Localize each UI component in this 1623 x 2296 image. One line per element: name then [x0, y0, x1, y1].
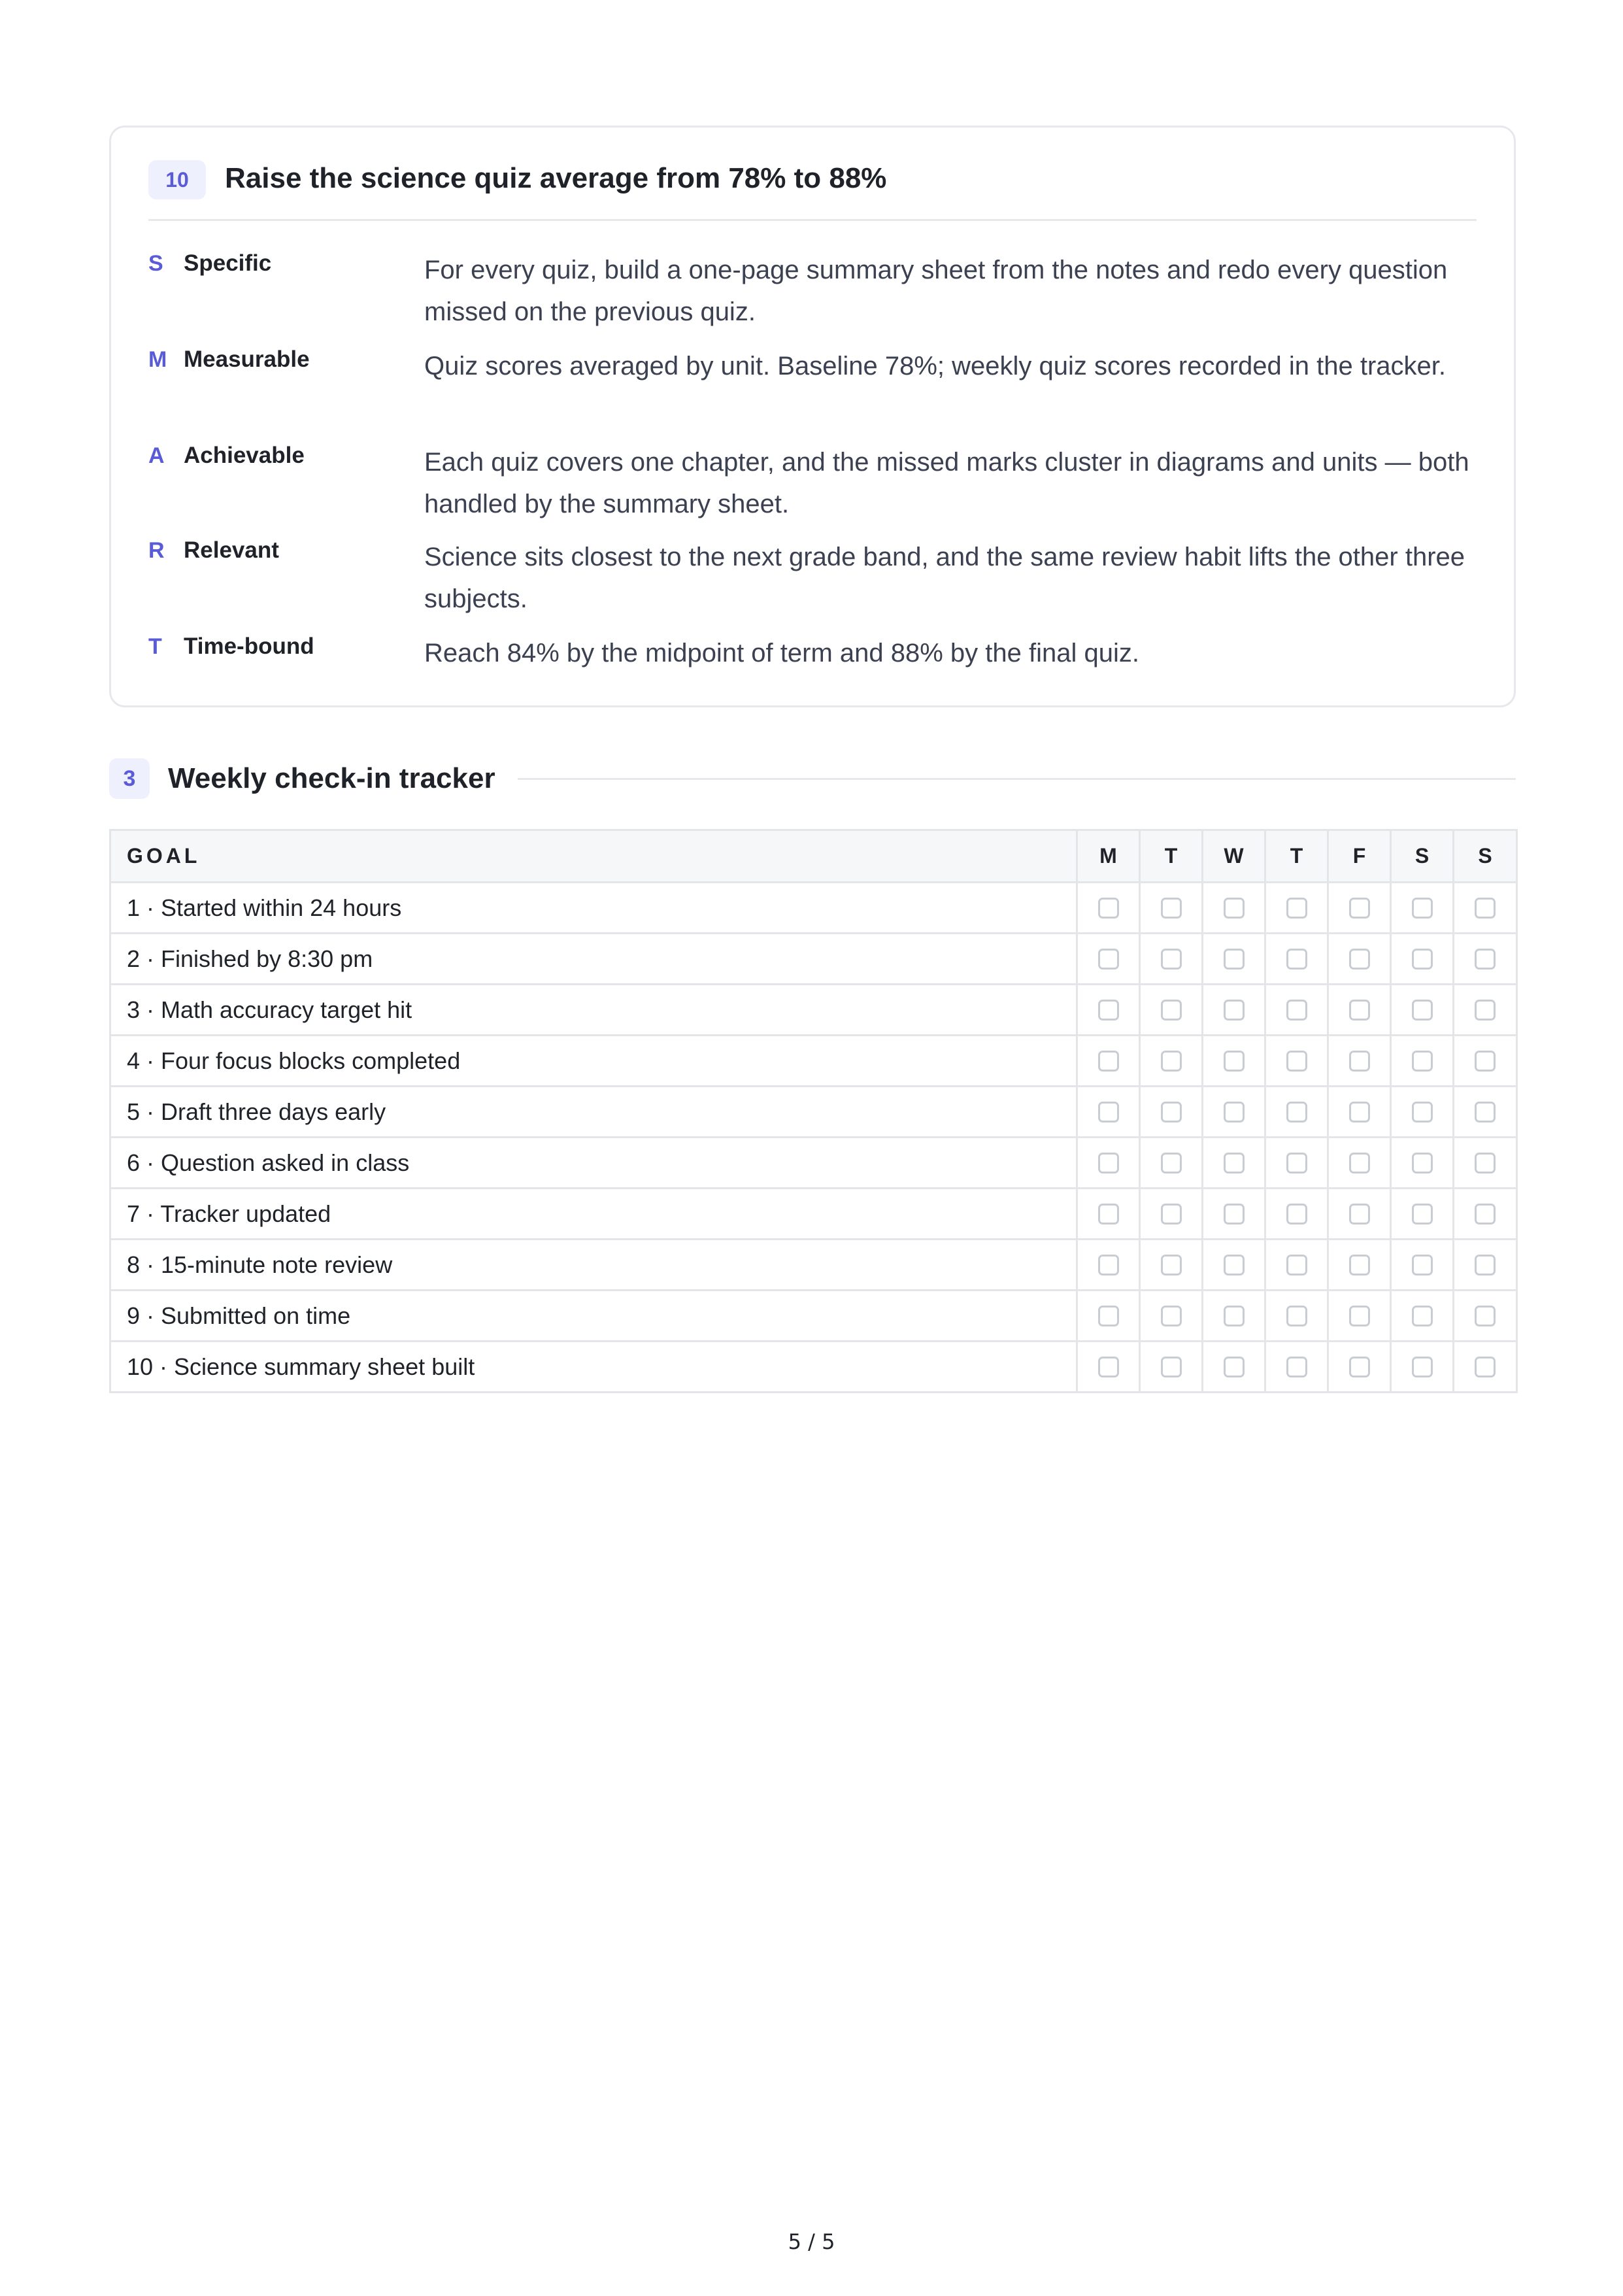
day-checkbox[interactable] — [1224, 949, 1245, 970]
check-cell — [1391, 985, 1454, 1036]
goal-card — [109, 126, 1516, 707]
day-header-fri: F — [1328, 830, 1391, 883]
check-cell — [1265, 1342, 1328, 1393]
goal-row-label: 6 · Question asked in class — [110, 1138, 1077, 1189]
day-checkbox[interactable] — [1475, 949, 1496, 970]
smart-name: Specific — [184, 250, 272, 276]
check-cell — [1454, 934, 1517, 985]
day-checkbox[interactable] — [1161, 1000, 1182, 1021]
day-checkbox[interactable] — [1412, 1051, 1433, 1072]
day-checkbox[interactable] — [1161, 1204, 1182, 1224]
check-cell — [1203, 1291, 1265, 1342]
goal-row-label: 9 · Submitted on time — [110, 1291, 1077, 1342]
table-row — [110, 1138, 1517, 1189]
day-checkbox[interactable] — [1475, 1102, 1496, 1123]
smart-description: Reach 84% by the midpoint of term and 88% by the final quiz. — [424, 639, 1139, 667]
check-cell — [1265, 1087, 1328, 1138]
check-cell — [1140, 934, 1203, 985]
day-header-tue: T — [1140, 830, 1203, 883]
check-cell — [1391, 1240, 1454, 1291]
day-checkbox[interactable] — [1098, 1000, 1119, 1021]
check-cell — [1140, 985, 1203, 1036]
check-cell — [1203, 1138, 1265, 1189]
check-cell — [1454, 1036, 1517, 1087]
check-cell — [1265, 1189, 1328, 1240]
day-checkbox[interactable] — [1412, 1153, 1433, 1173]
day-checkbox[interactable] — [1349, 1255, 1370, 1275]
check-cell — [1328, 1189, 1391, 1240]
day-checkbox[interactable] — [1224, 898, 1245, 919]
check-cell — [1265, 1036, 1328, 1087]
check-cell — [1265, 1240, 1328, 1291]
check-cell — [1391, 1189, 1454, 1240]
check-cell — [1265, 1138, 1328, 1189]
day-checkbox[interactable] — [1412, 898, 1433, 919]
check-cell — [1077, 883, 1140, 934]
check-cell — [1328, 1036, 1391, 1087]
check-cell — [1328, 985, 1391, 1036]
smart-description: For every quiz, build a one-page summary sheet from the notes and redo every question missed on the previous quiz. — [424, 256, 1448, 326]
check-cell — [1203, 1036, 1265, 1087]
smart-letter: S — [148, 251, 163, 276]
day-checkbox[interactable] — [1224, 1255, 1245, 1275]
check-cell — [1077, 1240, 1140, 1291]
day-checkbox[interactable] — [1286, 1255, 1307, 1275]
day-checkbox[interactable] — [1098, 1357, 1119, 1377]
smart-letter: M — [148, 347, 167, 372]
check-cell — [1391, 1087, 1454, 1138]
table-row — [110, 883, 1517, 934]
table-row — [110, 1240, 1517, 1291]
goal-number-badge: 10 — [148, 160, 206, 199]
section-title: Weekly check-in tracker — [168, 762, 495, 794]
day-checkbox[interactable] — [1475, 1000, 1496, 1021]
goal-row-label: 10 · Science summary sheet built — [110, 1342, 1077, 1393]
check-cell — [1328, 1138, 1391, 1189]
check-cell — [1077, 1138, 1140, 1189]
table-row — [110, 1291, 1517, 1342]
smart-name: Achievable — [184, 443, 305, 468]
check-cell — [1203, 1087, 1265, 1138]
day-checkbox[interactable] — [1412, 1357, 1433, 1377]
day-checkbox[interactable] — [1349, 1153, 1370, 1173]
day-checkbox[interactable] — [1161, 1153, 1182, 1173]
check-cell — [1454, 1087, 1517, 1138]
day-checkbox[interactable] — [1349, 1357, 1370, 1377]
day-checkbox[interactable] — [1224, 1204, 1245, 1224]
day-checkbox[interactable] — [1349, 1204, 1370, 1224]
check-cell — [1203, 883, 1265, 934]
day-checkbox[interactable] — [1098, 1153, 1119, 1173]
day-checkbox[interactable] — [1224, 1306, 1245, 1326]
day-checkbox[interactable] — [1412, 1255, 1433, 1275]
check-cell — [1454, 1138, 1517, 1189]
check-cell — [1077, 1291, 1140, 1342]
check-cell — [1454, 1240, 1517, 1291]
smart-description: Each quiz covers one chapter, and the missed marks cluster in diagrams and units — both handled by the summary sheet. — [424, 448, 1469, 518]
check-cell — [1391, 1036, 1454, 1087]
day-checkbox[interactable] — [1349, 1000, 1370, 1021]
day-checkbox[interactable] — [1286, 1306, 1307, 1326]
smart-description: Science sits closest to the next grade band, and the same review habit lifts the other three subjects. — [424, 543, 1465, 613]
check-cell — [1454, 883, 1517, 934]
smart-letter: A — [148, 443, 165, 468]
day-checkbox[interactable] — [1349, 1102, 1370, 1123]
goal-row-label: 2 · Finished by 8:30 pm — [110, 934, 1077, 985]
check-cell — [1328, 1240, 1391, 1291]
day-header-sun: S — [1454, 830, 1517, 883]
day-checkbox[interactable] — [1161, 1255, 1182, 1275]
day-checkbox[interactable] — [1098, 1102, 1119, 1123]
weekly-tracker-table — [109, 829, 1518, 1393]
page-number: 5 / 5 — [788, 2229, 835, 2254]
check-cell — [1328, 883, 1391, 934]
day-checkbox[interactable] — [1224, 1153, 1245, 1173]
goal-row-label: 5 · Draft three days early — [110, 1087, 1077, 1138]
table-row — [110, 1342, 1517, 1393]
day-header-wed: W — [1203, 830, 1265, 883]
goal-row-label: 1 · Started within 24 hours — [110, 883, 1077, 934]
day-checkbox[interactable] — [1286, 949, 1307, 970]
day-checkbox[interactable] — [1286, 1051, 1307, 1072]
day-checkbox[interactable] — [1412, 1102, 1433, 1123]
day-checkbox[interactable] — [1098, 949, 1119, 970]
day-checkbox[interactable] — [1475, 898, 1496, 919]
check-cell — [1077, 1189, 1140, 1240]
day-checkbox[interactable] — [1098, 898, 1119, 919]
check-cell — [1328, 1291, 1391, 1342]
check-cell — [1391, 1291, 1454, 1342]
day-checkbox[interactable] — [1098, 1306, 1119, 1326]
table-row — [110, 1189, 1517, 1240]
day-checkbox[interactable] — [1224, 1051, 1245, 1072]
goal-row-label: 4 · Four focus blocks completed — [110, 1036, 1077, 1087]
day-checkbox[interactable] — [1161, 1051, 1182, 1072]
day-checkbox[interactable] — [1161, 1357, 1182, 1377]
check-cell — [1203, 1189, 1265, 1240]
smart-name: Measurable — [184, 346, 310, 372]
check-cell — [1265, 934, 1328, 985]
check-cell — [1328, 1087, 1391, 1138]
check-cell — [1454, 1291, 1517, 1342]
smart-letter: T — [148, 634, 162, 659]
goal-row-label: 3 · Math accuracy target hit — [110, 985, 1077, 1036]
goal-column-header: GOAL — [110, 830, 1077, 883]
check-cell — [1140, 1342, 1203, 1393]
check-cell — [1328, 1342, 1391, 1393]
day-checkbox[interactable] — [1286, 1204, 1307, 1224]
day-checkbox[interactable] — [1098, 1204, 1119, 1224]
table-row — [110, 934, 1517, 985]
check-cell — [1265, 1291, 1328, 1342]
smart-name: Time-bound — [184, 633, 314, 659]
check-cell — [1203, 1342, 1265, 1393]
day-checkbox[interactable] — [1412, 1204, 1433, 1224]
day-checkbox[interactable] — [1349, 898, 1370, 919]
day-checkbox[interactable] — [1475, 1357, 1496, 1377]
section-number-badge: 3 — [109, 758, 150, 799]
day-checkbox[interactable] — [1161, 1102, 1182, 1123]
day-checkbox[interactable] — [1475, 1204, 1496, 1224]
check-cell — [1140, 1189, 1203, 1240]
day-header-sat: S — [1391, 830, 1454, 883]
check-cell — [1454, 1342, 1517, 1393]
day-checkbox[interactable] — [1161, 1306, 1182, 1326]
check-cell — [1077, 934, 1140, 985]
day-checkbox[interactable] — [1224, 1357, 1245, 1377]
day-checkbox[interactable] — [1286, 1000, 1307, 1021]
check-cell — [1203, 1240, 1265, 1291]
day-checkbox[interactable] — [1161, 898, 1182, 919]
day-checkbox[interactable] — [1286, 1102, 1307, 1123]
check-cell — [1077, 1036, 1140, 1087]
check-cell — [1140, 1036, 1203, 1087]
check-cell — [1391, 1342, 1454, 1393]
smart-description: Quiz scores averaged by unit. Baseline 78%; weekly quiz scores recorded in the tracker. — [424, 352, 1447, 380]
day-checkbox[interactable] — [1475, 1051, 1496, 1072]
day-checkbox[interactable] — [1098, 1051, 1119, 1072]
check-cell — [1391, 934, 1454, 985]
check-cell — [1203, 934, 1265, 985]
table-row — [110, 1087, 1517, 1138]
check-cell — [1265, 883, 1328, 934]
smart-name: Relevant — [184, 537, 279, 563]
day-header-mon: M — [1077, 830, 1140, 883]
day-checkbox[interactable] — [1349, 1051, 1370, 1072]
table-row — [110, 1036, 1517, 1087]
check-cell — [1140, 1240, 1203, 1291]
day-checkbox[interactable] — [1349, 949, 1370, 970]
day-checkbox[interactable] — [1098, 1255, 1119, 1275]
check-cell — [1454, 1189, 1517, 1240]
day-checkbox[interactable] — [1224, 1000, 1245, 1021]
section-heading — [109, 758, 1516, 799]
tracker-header-row — [110, 830, 1517, 883]
day-header-thu: T — [1265, 830, 1328, 883]
table-row — [110, 985, 1517, 1036]
check-cell — [1077, 985, 1140, 1036]
check-cell — [1140, 883, 1203, 934]
check-cell — [1454, 985, 1517, 1036]
check-cell — [1328, 934, 1391, 985]
day-checkbox[interactable] — [1286, 1357, 1307, 1377]
day-checkbox[interactable] — [1286, 1153, 1307, 1173]
check-cell — [1391, 883, 1454, 934]
check-cell — [1265, 985, 1328, 1036]
check-cell — [1140, 1291, 1203, 1342]
day-checkbox[interactable] — [1224, 1102, 1245, 1123]
section-divider — [518, 778, 1516, 780]
goal-title: Raise the science quiz average from 78% to 88% — [225, 162, 887, 194]
check-cell — [1077, 1087, 1140, 1138]
day-checkbox[interactable] — [1412, 1306, 1433, 1326]
day-checkbox[interactable] — [1412, 949, 1433, 970]
day-checkbox[interactable] — [1161, 949, 1182, 970]
check-cell — [1203, 985, 1265, 1036]
day-checkbox[interactable] — [1412, 1000, 1433, 1021]
goal-row-label: 7 · Tracker updated — [110, 1189, 1077, 1240]
day-checkbox[interactable] — [1286, 898, 1307, 919]
day-checkbox[interactable] — [1349, 1306, 1370, 1326]
day-checkbox[interactable] — [1475, 1255, 1496, 1275]
check-cell — [1140, 1087, 1203, 1138]
check-cell — [1391, 1138, 1454, 1189]
day-checkbox[interactable] — [1475, 1153, 1496, 1173]
check-cell — [1077, 1342, 1140, 1393]
goal-row-label: 8 · 15-minute note review — [110, 1240, 1077, 1291]
check-cell — [1140, 1138, 1203, 1189]
smart-letter: R — [148, 538, 165, 563]
day-checkbox[interactable] — [1475, 1306, 1496, 1326]
goal-header — [148, 160, 1477, 221]
